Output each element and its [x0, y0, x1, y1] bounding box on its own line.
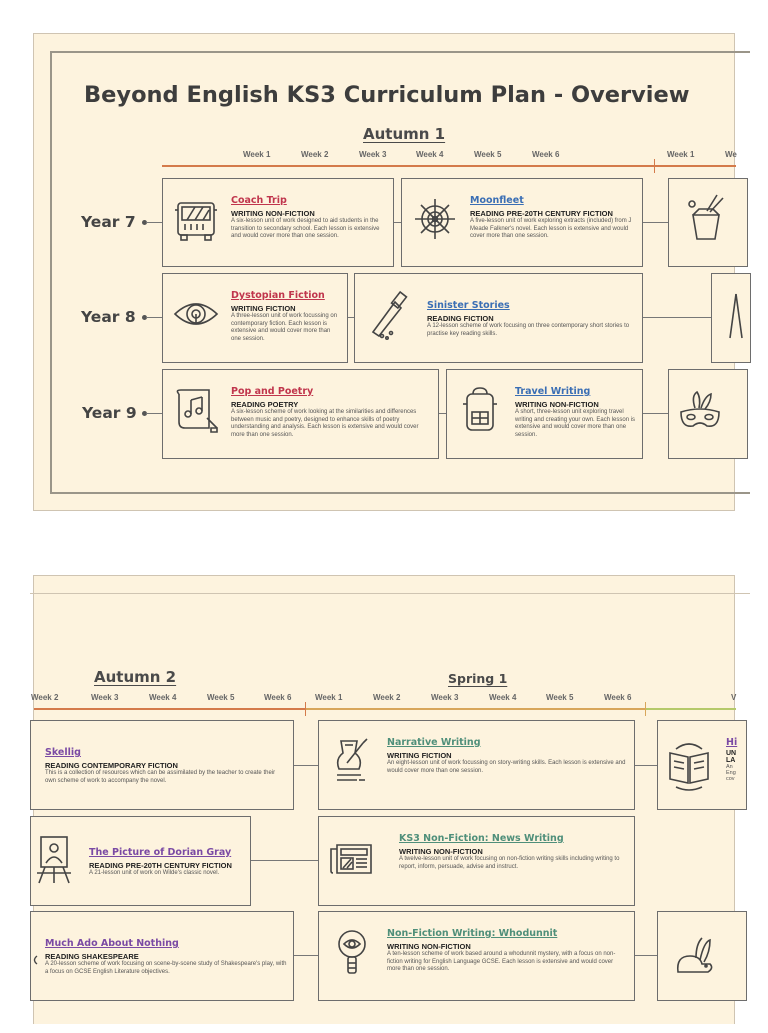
- connector-line: [635, 765, 657, 766]
- inkwell-icon: [329, 735, 375, 787]
- ship-wheel-icon: [412, 193, 458, 245]
- unit-title[interactable]: Moonfleet: [470, 195, 524, 206]
- unit-description: A ten-lesson scheme of work based around a whodunnit mystery, with a focus on non-fiction writing for English Language GCSE. Each lesson is extensive and would cover more than one session.: [387, 951, 616, 973]
- connector-line: [643, 317, 711, 318]
- unit-title[interactable]: The Picture of Dorian Gray: [89, 847, 232, 858]
- unit-category: WRITING NON-FICTION: [399, 847, 483, 856]
- week-label: Week 1: [667, 150, 695, 159]
- week-label: We: [725, 150, 737, 159]
- unit-category: LA: [726, 757, 736, 764]
- week-label: Week 6: [532, 150, 560, 159]
- newspaper-icon: [329, 831, 375, 883]
- unit-title[interactable]: Coach Trip: [231, 195, 287, 206]
- rabbit-icon: [670, 932, 716, 984]
- timeline-line: [306, 708, 646, 710]
- connector-line: [643, 413, 668, 414]
- unit-card-travel-writing[interactable]: [446, 369, 643, 459]
- unit-description: A six-lesson scheme of work looking at the similarities and differences between music and poetry, designed to enhance skills of poetry understanding and analysis. Each lesson is extensive and would cover more than one session.: [231, 409, 419, 438]
- week-label: Week 6: [604, 693, 632, 702]
- connector-line: [393, 222, 401, 223]
- unit-category: READING SHAKESPEARE: [45, 952, 139, 961]
- noodle-box-icon: [683, 193, 729, 245]
- year-label-9: Year 9: [82, 404, 137, 422]
- unit-title[interactable]: Pop and Poetry: [231, 386, 314, 397]
- unit-card-news-writing[interactable]: [318, 816, 635, 906]
- unit-card-sinister-stories[interactable]: [354, 273, 643, 363]
- unit-title[interactable]: Skellig: [45, 747, 81, 758]
- slide-overview-autumn-1: [33, 33, 735, 511]
- week-label: Week 5: [207, 693, 235, 702]
- unit-description: An eight-lesson unit of work focussing on story-writing skills. Each lesson is extensive and would cover more than one session.: [387, 760, 626, 774]
- week-label: Week 5: [546, 693, 574, 702]
- unit-card-partial[interactable]: [668, 369, 748, 459]
- unit-category: READING POETRY: [231, 400, 299, 409]
- week-label: Week 1: [315, 693, 343, 702]
- unit-title[interactable]: Dystopian Fiction: [231, 290, 325, 301]
- week-label: Week 3: [359, 150, 387, 159]
- unit-description: cov: [726, 776, 735, 782]
- unit-card-narrative-writing[interactable]: [318, 720, 635, 810]
- slide-overview-autumn-2-spring-1: [31, 575, 738, 1024]
- unit-title[interactable]: Non-Fiction Writing: Whodunnit: [387, 928, 558, 939]
- term-label-spring-1: Spring 1: [448, 671, 508, 686]
- unit-category: WRITING NON-FICTION: [387, 942, 471, 951]
- page-title: Beyond English KS3 Curriculum Plan - Overview: [84, 82, 690, 108]
- portrait-easel-icon: [33, 833, 79, 885]
- easel-icon: [726, 290, 746, 342]
- unit-card-partial[interactable]: [711, 273, 751, 363]
- timeline-tick: [305, 702, 306, 716]
- connector-line: [146, 413, 162, 414]
- connector-line: [146, 317, 162, 318]
- unit-title[interactable]: Travel Writing: [515, 386, 591, 397]
- unit-title[interactable]: KS3 Non-Fiction: News Writing: [399, 833, 564, 844]
- week-label: Week 3: [91, 693, 119, 702]
- timeline-tick: [645, 702, 646, 716]
- unit-card-skellig[interactable]: [30, 720, 294, 810]
- week-label: Week 5: [474, 150, 502, 159]
- week-label: Week 2: [373, 693, 401, 702]
- week-label: V: [731, 693, 737, 702]
- unit-category: UN: [726, 750, 737, 757]
- unit-description: Eng: [726, 770, 736, 776]
- unit-description: An: [726, 764, 733, 770]
- open-book-icon: [666, 739, 712, 791]
- magnifier-icon: [329, 926, 375, 978]
- term-label-autumn-2: Autumn 2: [94, 668, 177, 686]
- week-label: Week 1: [243, 150, 271, 159]
- timeline-tick: [654, 159, 655, 173]
- connector-line: [347, 317, 354, 318]
- unit-card-partial[interactable]: [668, 178, 748, 267]
- unit-description: A three-lesson unit of work focussing on contemporary fiction. Each lesson is extensive and would cover more than one session.: [231, 313, 338, 342]
- unit-description: A 20-lesson scheme of work focusing on scene-by-scene study of Shakespeare's play, with a focus on GCSE English Literature objectives.: [45, 961, 287, 975]
- unit-description: This is a collection of resources which can be assimilated by the teacher to create their own scheme of work to accompany the novel.: [45, 770, 276, 784]
- week-label: Week 4: [489, 693, 517, 702]
- unit-card-much-ado[interactable]: [30, 911, 294, 1001]
- unit-card-whodunnit[interactable]: [318, 911, 635, 1001]
- week-label: Week 6: [264, 693, 292, 702]
- unit-category: WRITING FICTION: [387, 751, 452, 760]
- carnival-mask-icon: [677, 388, 723, 440]
- week-label: Week 4: [416, 150, 444, 159]
- unit-description: A short, three-lesson unit exploring travel writing and creating your own. Each lesson is extensive and would cover more than one session.: [515, 409, 636, 438]
- unit-card-coach-trip[interactable]: [162, 178, 394, 267]
- unit-category: WRITING NON-FICTION: [231, 209, 315, 218]
- unit-card-moonfleet[interactable]: [401, 178, 643, 267]
- timeline-line: [162, 165, 736, 167]
- connector-line: [294, 955, 318, 956]
- unit-title[interactable]: Narrative Writing: [387, 737, 481, 748]
- eye-icon: [173, 288, 219, 340]
- week-label: Week 4: [149, 693, 177, 702]
- connector-line: [438, 413, 446, 414]
- music-scroll-icon: [173, 384, 219, 436]
- term-label-autumn-1: Autumn 1: [363, 125, 446, 143]
- unit-description: A twelve-lesson unit of work focusing on non-fiction writing skills including writing to report, inform, persuade, advise and instruct.: [399, 856, 620, 870]
- week-label: Week 2: [301, 150, 329, 159]
- week-label: Week 3: [431, 693, 459, 702]
- unit-card-dystopian-fiction[interactable]: [162, 273, 348, 363]
- bus-icon: [173, 193, 219, 245]
- unit-card-partial[interactable]: [657, 720, 747, 810]
- unit-category: WRITING NON-FICTION: [515, 400, 599, 409]
- connector-line: [251, 860, 318, 861]
- unit-category: WRITING FICTION: [231, 304, 296, 313]
- unit-description: A 12-lesson scheme of work focusing on three contemporary short stories to practise key reading skills.: [427, 323, 630, 337]
- unit-title[interactable]: Sinister Stories: [427, 300, 510, 311]
- connector-line: [146, 222, 162, 223]
- unit-category: READING CONTEMPORARY FICTION: [45, 761, 178, 770]
- unit-description: A 21-lesson unit of work on Wilde's classic novel.: [89, 870, 220, 876]
- year-label-7: Year 7: [81, 213, 136, 231]
- timeline-line: [646, 708, 736, 710]
- week-label: Week 2: [31, 693, 59, 702]
- unit-title[interactable]: Hi: [726, 737, 738, 748]
- unit-card-pop-and-poetry[interactable]: [162, 369, 439, 459]
- unit-title[interactable]: Much Ado About Nothing: [45, 938, 179, 949]
- unit-category: READING FICTION: [427, 314, 494, 323]
- connector-line: [635, 955, 657, 956]
- unit-category: READING PRE-20TH CENTURY FICTION: [89, 861, 232, 870]
- timeline-line: [34, 708, 306, 710]
- knife-icon: [365, 288, 411, 340]
- unit-card-partial[interactable]: [657, 911, 747, 1001]
- connector-line: [643, 222, 668, 223]
- backpack-icon: [457, 384, 503, 436]
- unit-description: A six-lesson unit of work designed to aid students in the transition to secondary school. Each lesson is extensive and would cover more than one session.: [231, 218, 380, 240]
- unit-card-dorian-gray[interactable]: [30, 816, 251, 906]
- connector-line: [294, 765, 318, 766]
- year-label-8: Year 8: [81, 308, 136, 326]
- unit-description: A five-lesson unit of work exploring extracts (included) from J Meade Falkner's novel. Each lesson is extensive and would cover more than one session.: [470, 218, 632, 240]
- unit-category: READING PRE-20TH CENTURY FICTION: [470, 209, 613, 218]
- decorative-icon-fragment: [31, 952, 39, 962]
